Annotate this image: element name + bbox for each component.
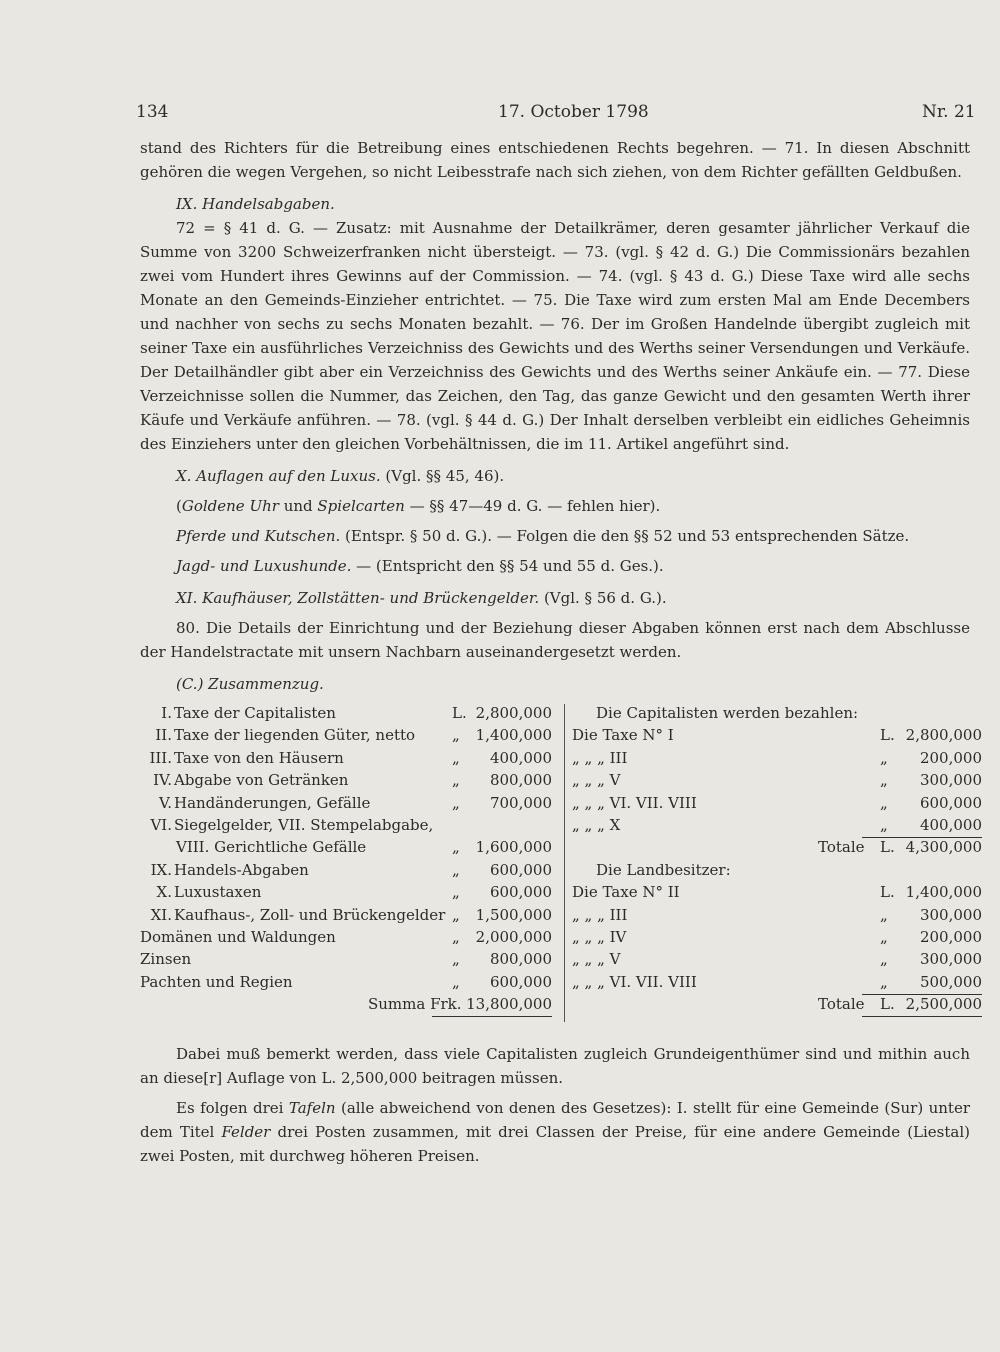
capitalists-row [572, 769, 982, 791]
row-currency: „ [880, 950, 888, 969]
summary-row [140, 792, 552, 814]
text: Es folgen drei [176, 1099, 289, 1117]
row-amount: 300,000 [919, 771, 982, 790]
row-currency: „ [880, 771, 888, 790]
section-title-xi: XI. Kaufhäuser, Zollstätten- und Brückengelder. [176, 589, 540, 607]
row-amount: 2,000,000 [475, 927, 552, 946]
section-heading-c [176, 672, 970, 696]
row-amount: 800,000 [489, 771, 552, 790]
row-label: Siegelgelder, VII. Stempelabgabe, [174, 815, 434, 834]
row-amount: 600,000 [489, 860, 552, 879]
row-amount: 800,000 [489, 950, 552, 969]
row-label: Kaufhaus-, Zoll- und Brückengelder [174, 905, 446, 924]
landowners-row [572, 881, 982, 903]
text-italic: Spielcarten [317, 497, 405, 515]
summary-row [140, 971, 552, 993]
row-number: X. [156, 883, 172, 902]
row-currency: „ [452, 771, 460, 790]
section-title-ix: IX. Handelsabgaben. [176, 195, 335, 213]
text-italic: Jagd- und Luxushunde. [176, 557, 352, 575]
section-title-x: X. Auflagen auf den Luxus. [176, 467, 381, 485]
section-ref-x: (Vgl. §§ 45, 46). [385, 467, 505, 485]
row-prefix: „ „ „ V [572, 771, 621, 790]
row-label: VIII. Gerichtliche Gefälle [176, 838, 367, 857]
row-amount: 1,600,000 [475, 838, 552, 857]
row-number: IX. [150, 860, 172, 879]
row-number: V. [159, 793, 172, 812]
heading-text: Die Capitalisten werden bezahlen: [596, 704, 859, 722]
row-prefix: Die Taxe N° II [572, 883, 680, 902]
row-label: Domänen und Waldungen [140, 927, 336, 946]
row-label: Pachten und Regien [140, 972, 293, 991]
row-label: Taxe der Capitalisten [174, 704, 336, 722]
total-amount: 2,500,000 [905, 995, 982, 1014]
landowners-row [572, 948, 982, 970]
capitalists-total [572, 836, 982, 858]
page-date: 17. October 1798 [498, 102, 649, 122]
row-currency: „ [452, 905, 460, 924]
landowners-total [572, 993, 982, 1015]
row-amount: 500,000 [919, 972, 982, 991]
text: (alle abweichend von denen des Gesetzes): I. stellt für eine Gemeinde (Sur) unter dem Titel [140, 1099, 970, 1141]
row-amount: 700,000 [489, 793, 552, 812]
row-amount: 1,400,000 [905, 883, 982, 902]
heading-text: Die Landbesitzer: [596, 860, 731, 879]
text: und [278, 497, 318, 515]
row-label: Taxe der liegenden Güter, netto [174, 726, 416, 745]
text: — §§ 47—49 d. G. — fehlen hier). [404, 497, 661, 515]
total-currency: L. [880, 995, 895, 1014]
row-currency: „ [880, 972, 888, 991]
total-underline [862, 1016, 982, 1017]
total-label: Summa Frk. [368, 995, 462, 1014]
row-currency: „ [452, 927, 460, 946]
row-prefix: „ „ „ VI. VII. VIII [572, 972, 697, 991]
row-amount: 2,800,000 [475, 704, 552, 722]
row-currency: „ [452, 748, 460, 767]
summary-row [140, 769, 552, 791]
row-label: Handänderungen, Gefälle [174, 793, 371, 812]
row-number: VI. [150, 815, 172, 834]
total-amount: 4,300,000 [905, 838, 982, 857]
row-number: XI. [150, 905, 172, 924]
summary-left-column [140, 702, 552, 1015]
summary-row [140, 814, 552, 836]
row-currency: L. [880, 726, 895, 745]
row-amount: 400,000 [919, 815, 982, 834]
summary-row [140, 724, 552, 746]
row-amount: 300,000 [919, 950, 982, 969]
total-amount: 13,800,000 [466, 995, 552, 1014]
row-amount: 600,000 [919, 793, 982, 812]
paragraph-80: 80. Die Details der Einrichtung und der Beziehung dieser Abgaben können erst nach dem Abschlusse der Handelstractate mit unsern Nachbarn auseinandergesetzt werden. [140, 619, 970, 661]
row-number: I. [161, 704, 172, 722]
row-amount: 400,000 [489, 748, 552, 767]
row-label: Zinsen [140, 950, 192, 969]
text: — (Entspricht den §§ 54 und 55 d. Ges.). [351, 557, 664, 575]
summary-right-column [572, 702, 982, 1015]
summary-row [140, 836, 552, 858]
summary-row [140, 881, 552, 903]
capitalists-heading [572, 702, 982, 724]
section-heading-x [176, 464, 970, 488]
row-label: Luxustaxen [174, 883, 262, 902]
row-prefix: „ „ „ IV [572, 927, 627, 946]
row-currency: „ [452, 793, 460, 812]
row-currency: „ [452, 860, 460, 879]
row-number: III. [149, 748, 172, 767]
capitalists-row [572, 747, 982, 769]
summary-table [140, 702, 982, 1032]
row-label: Abgabe von Getränken [174, 771, 349, 790]
row-amount: 200,000 [919, 927, 982, 946]
text-italic: Tafeln [288, 1099, 336, 1117]
landowners-row [572, 926, 982, 948]
capitalists-row [572, 792, 982, 814]
text: drei Posten zusammen, mit drei Classen der Preise, für eine andere Gemeinde (Liestal) zwei Posten, mit durchweg höheren Preisen. [140, 1123, 970, 1165]
row-currency: „ [880, 815, 888, 834]
summary-row [140, 948, 552, 970]
row-number: IV. [153, 771, 172, 790]
issue-number: Nr. 21 [922, 102, 976, 122]
row-prefix: „ „ „ III [572, 905, 628, 924]
landowners-row [572, 971, 982, 993]
row-amount: 1,500,000 [475, 905, 552, 924]
section-title-c: (C.) Zusammenzug. [176, 675, 324, 693]
paragraph-71: stand des Richters für die Betreibung eines entschiedenen Rechts begehren. — 71. In diesen Abschnitt gehören die wegen Vergehen, so nicht Leibesstrafe nach sich ziehen, von dem Richter gefällten Geldbußen. [140, 139, 970, 181]
line-jagd [176, 554, 970, 578]
row-currency: L. [880, 883, 895, 902]
row-currency: „ [452, 972, 460, 991]
row-amount: 1,400,000 [475, 726, 552, 745]
row-prefix: Die Taxe N° I [572, 726, 674, 745]
row-currency: „ [452, 883, 460, 902]
page-number: 134 [136, 102, 169, 122]
row-currency: „ [452, 950, 460, 969]
row-currency: „ [452, 838, 460, 857]
row-prefix: „ „ „ X [572, 815, 621, 834]
summary-row [140, 926, 552, 948]
total-label: Totale [818, 995, 865, 1014]
row-currency: L. [452, 704, 467, 722]
summary-row [140, 904, 552, 926]
summary-row [140, 859, 552, 881]
total-label: Totale [818, 838, 865, 857]
row-amount: 2,800,000 [905, 726, 982, 745]
text: ( [176, 497, 182, 515]
row-prefix: „ „ „ VI. VII. VIII [572, 793, 697, 812]
page-body [140, 136, 982, 1168]
summary-total-row [140, 993, 552, 1015]
landowners-row [572, 904, 982, 926]
line-pferde [176, 524, 970, 548]
summary-row [140, 747, 552, 769]
row-currency: „ [880, 793, 888, 812]
total-underline [432, 1016, 552, 1017]
row-prefix: „ „ „ V [572, 950, 621, 969]
row-label: Handels-Abgaben [174, 860, 309, 879]
row-amount: 600,000 [489, 883, 552, 902]
row-currency: „ [880, 905, 888, 924]
row-currency: „ [452, 726, 460, 745]
landowners-heading [572, 859, 982, 881]
line-uhr [176, 494, 970, 518]
summary-row [140, 702, 552, 724]
row-amount: 600,000 [489, 972, 552, 991]
text-italic: Pferde und Kutschen. [176, 527, 341, 545]
total-currency: L. [880, 838, 895, 857]
capitalists-row [572, 814, 982, 836]
row-amount: 300,000 [919, 905, 982, 924]
text: (Entspr. § 50 d. G.). — Folgen die den §§ 52 und 53 entsprechenden Sätze. [340, 527, 910, 545]
paragraph-72-78: 72 = § 41 d. G. — Zusatz: mit Ausnahme der Detailkrämer, deren gesamter jährlicher Verkauf die Summe von 3200 Schweizerfranken nicht übersteigt. — 73. (vgl. § 42 d. G.) Die Commissionärs bezahlen zwei vom Hundert ihres Gewinns auf der Commission. — 74. (vgl. § 43 d. G.) Diese Taxe wird alle sechs Monate an den Gemeinds-Einzieher entrichtet. — 75. Die Taxe wird zum ersten Mal am Ende Decembers und nachher von sechs zu sechs Monaten bezahlt. — 76. Der im Großen Handelnde übergibt zugleich mit seiner Taxe ein ausführliches Verzeichniss des Gewichts und des Werths seiner Versendungen und Verkäufe. Der Detailhändler gibt aber ein Verzeichniss des Gewichts und des Werths seiner Ankäufe ein. — 77. Diese Verzeichnisse sollen die Nummer, das Zeichen, den Tag, das ganze Gewicht und den gesamten Werth ihrer Käufe und Verkäufe anführen. — 78. (vgl. § 44 d. G.) Der Inhalt derselben verbleibt ein eidliches Geheimnis des Einziehers unter den gleichen Vorbehältnissen, die im 11. Artikel angeführt sind. [140, 219, 970, 453]
text-italic: Goldene Uhr [181, 497, 279, 515]
row-currency: „ [880, 927, 888, 946]
paragraph-tafeln [140, 1096, 970, 1168]
row-currency: „ [880, 748, 888, 767]
row-prefix: „ „ „ III [572, 748, 628, 767]
column-divider [564, 704, 565, 1022]
row-label: Taxe von den Häusern [174, 748, 344, 767]
text-italic: Felder [221, 1123, 271, 1141]
paragraph-dabei: Dabei muß bemerkt werden, dass viele Capitalisten zugleich Grundeigenthümer sind und mithin auch an diese[r] Auflage von L. 2,500,000 beitragen müssen. [140, 1045, 970, 1087]
row-number: II. [155, 726, 172, 745]
capitalists-row [572, 724, 982, 746]
section-heading-xi [176, 586, 970, 610]
section-ref-xi: (Vgl. § 56 d. G.). [539, 589, 667, 607]
section-heading-ix [176, 192, 970, 216]
row-amount: 200,000 [919, 748, 982, 767]
